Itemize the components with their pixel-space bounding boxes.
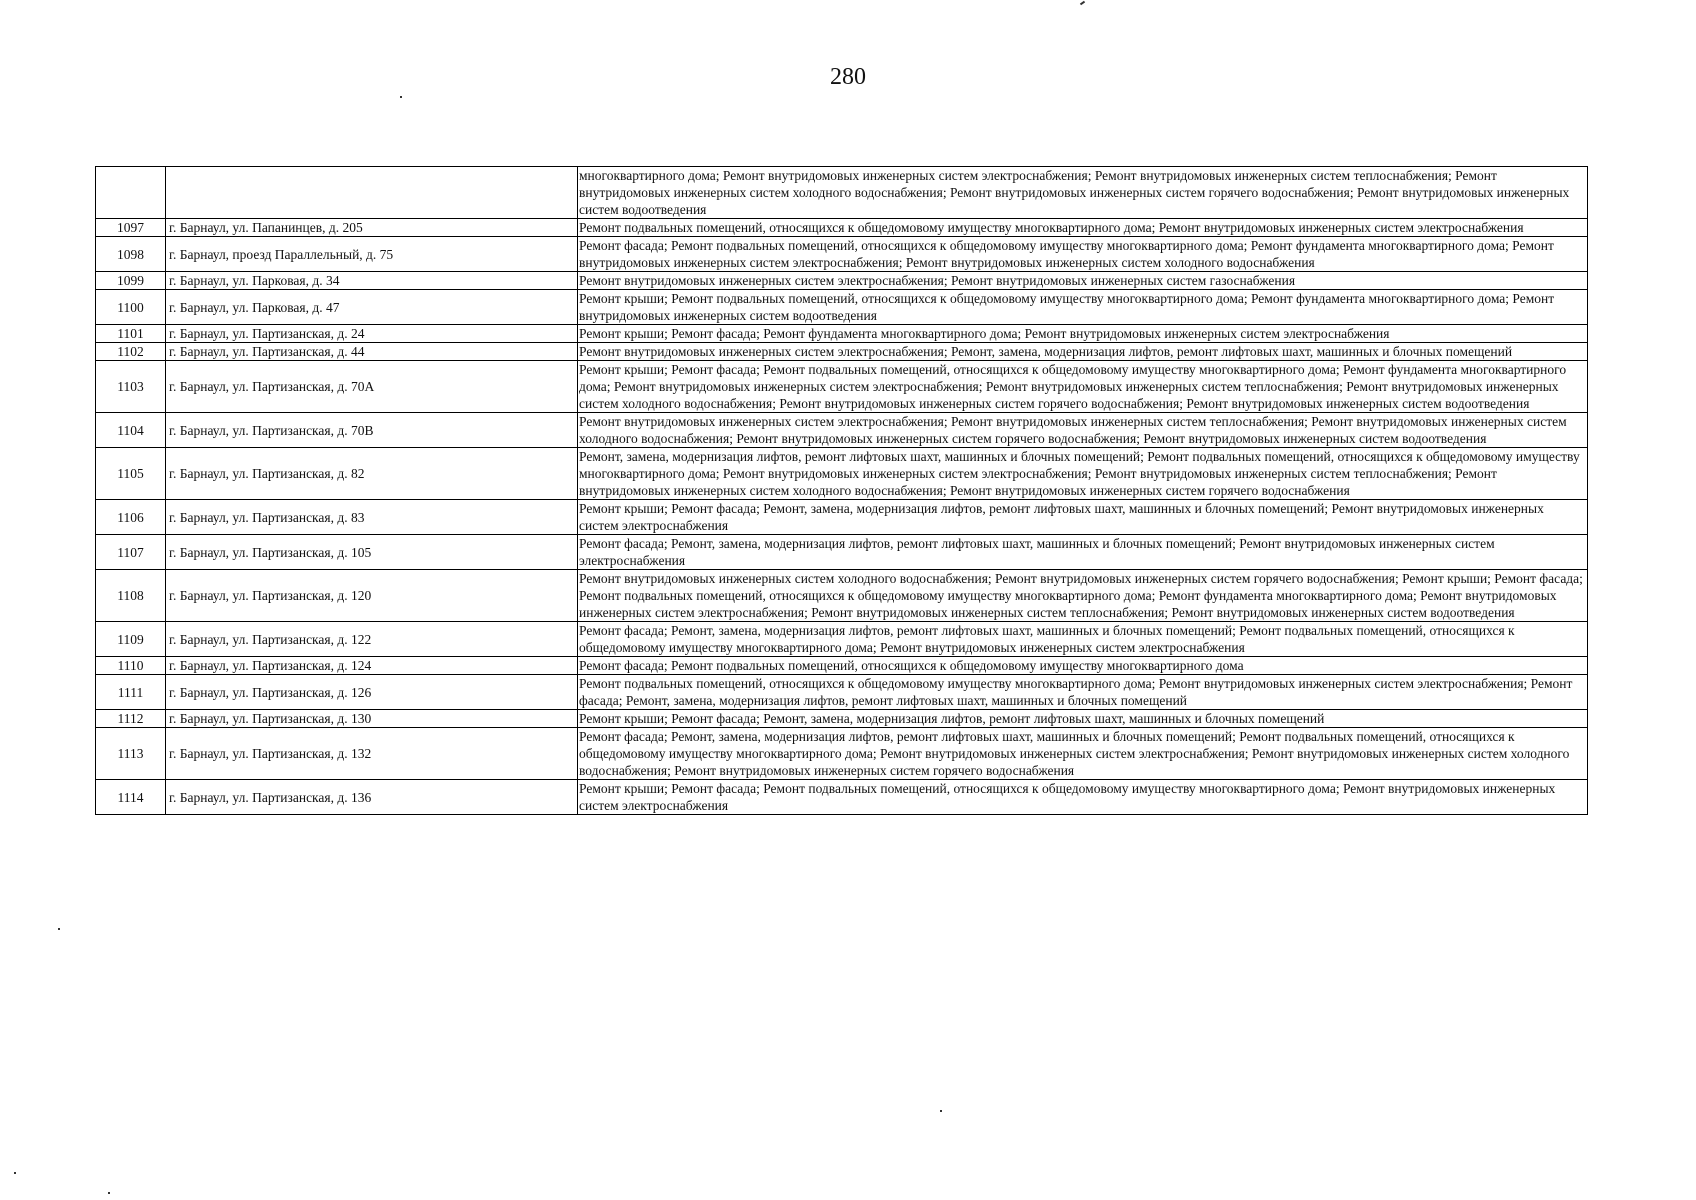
row-number: 1101	[96, 325, 166, 343]
row-address: г. Барнаул, ул. Партизанская, д. 126	[166, 675, 578, 710]
row-number: 1110	[96, 657, 166, 675]
scan-speck	[400, 96, 402, 98]
row-number: 1104	[96, 413, 166, 448]
table-row	[96, 570, 1588, 622]
row-address: г. Барнаул, ул. Парковая, д. 47	[166, 290, 578, 325]
row-number: 1107	[96, 535, 166, 570]
row-works: Ремонт фасада; Ремонт, замена, модернизация лифтов, ремонт лифтовых шахт, машинных и блочных помещений; Ремонт подвальных помещений, относящихся к общедомовому имуществу многоквартирного дома; Ремонт внутридомовых инженерных систем электроснабжения; Ремонт внутридомовых инженерных систем холодного водоснабжения; Ремонт внутридомовых инженерных систем горячего водоснабжения	[578, 728, 1588, 780]
scan-speck	[108, 1192, 110, 1194]
row-works: Ремонт подвальных помещений, относящихся к общедомовому имуществу многоквартирного дома; Ремонт внутридомовых инженерных систем электроснабжения	[578, 219, 1588, 237]
table-row	[96, 325, 1588, 343]
row-works: Ремонт крыши; Ремонт подвальных помещений, относящихся к общедомовому имуществу многоквартирного дома; Ремонт фундамента многоквартирного дома; Ремонт внутридомовых инженерных систем водоотведения	[578, 290, 1588, 325]
table-row	[96, 448, 1588, 500]
table-row	[96, 500, 1588, 535]
table-row	[96, 361, 1588, 413]
scan-speck	[14, 1172, 16, 1174]
row-works: Ремонт подвальных помещений, относящихся к общедомовому имуществу многоквартирного дома; Ремонт внутридомовых инженерных систем электроснабжения; Ремонт фасада; Ремонт, замена, модернизация лифтов, ремонт лифтовых шахт, машинных и блочных помещений	[578, 675, 1588, 710]
row-works: Ремонт крыши; Ремонт фасада; Ремонт, замена, модернизация лифтов, ремонт лифтовых шахт, машинных и блочных помещений	[578, 710, 1588, 728]
row-address: г. Барнаул, ул. Парковая, д. 34	[166, 272, 578, 290]
row-number: 1099	[96, 272, 166, 290]
row-works: Ремонт внутридомовых инженерных систем электроснабжения; Ремонт внутридомовых инженерных систем газоснабжения	[578, 272, 1588, 290]
works-table-container	[95, 166, 1587, 815]
row-address: г. Барнаул, ул. Партизанская, д. 44	[166, 343, 578, 361]
row-address	[166, 167, 578, 219]
row-address: г. Барнаул, ул. Партизанская, д. 82	[166, 448, 578, 500]
table-row	[96, 272, 1588, 290]
row-address: г. Барнаул, ул. Партизанская, д. 105	[166, 535, 578, 570]
row-address: г. Барнаул, ул. Партизанская, д. 120	[166, 570, 578, 622]
row-works: Ремонт крыши; Ремонт фасада; Ремонт, замена, модернизация лифтов, ремонт лифтовых шахт, машинных и блочных помещений; Ремонт внутридомовых инженерных систем электроснабжения	[578, 500, 1588, 535]
row-address: г. Барнаул, ул. Партизанская, д. 132	[166, 728, 578, 780]
row-address: г. Барнаул, проезд Параллельный, д. 75	[166, 237, 578, 272]
row-number: 1106	[96, 500, 166, 535]
table-row	[96, 343, 1588, 361]
row-address: г. Барнаул, ул. Партизанская, д. 70А	[166, 361, 578, 413]
row-address: г. Барнаул, ул. Партизанская, д. 24	[166, 325, 578, 343]
row-number	[96, 167, 166, 219]
row-works: Ремонт внутридомовых инженерных систем электроснабжения; Ремонт, замена, модернизация лифтов, ремонт лифтовых шахт, машинных и блочных помещений	[578, 343, 1588, 361]
row-works: Ремонт, замена, модернизация лифтов, ремонт лифтовых шахт, машинных и блочных помещений; Ремонт подвальных помещений, относящихся к общедомовому имуществу многоквартирного дома; Ремонт внутридомовых инженерных систем электроснабжения; Ремонт внутридомовых инженерных систем теплоснабжения; Ремонт внутридомовых инженерных систем холодного водоснабжения; Ремонт внутридомовых инженерных систем горячего водоснабжения	[578, 448, 1588, 500]
row-works: Ремонт фасада; Ремонт, замена, модернизация лифтов, ремонт лифтовых шахт, машинных и блочных помещений; Ремонт подвальных помещений, относящихся к общедомовому имуществу многоквартирного дома; Ремонт внутридомовых инженерных систем электроснабжения	[578, 622, 1588, 657]
row-address: г. Барнаул, ул. Партизанская, д. 136	[166, 780, 578, 815]
row-works: Ремонт внутридомовых инженерных систем электроснабжения; Ремонт внутридомовых инженерных систем теплоснабжения; Ремонт внутридомовых инженерных систем холодного водоснабжения; Ремонт внутридомовых инженерных систем горячего водоснабжения; Ремонт внутридомовых инженерных систем водоотведения	[578, 413, 1588, 448]
row-address: г. Барнаул, ул. Папанинцев, д. 205	[166, 219, 578, 237]
table-row	[96, 657, 1588, 675]
works-table-body	[96, 167, 1588, 815]
row-number: 1113	[96, 728, 166, 780]
row-number: 1111	[96, 675, 166, 710]
row-works: многоквартирного дома; Ремонт внутридомовых инженерных систем электроснабжения; Ремонт внутридомовых инженерных систем теплоснабжения; Ремонт внутридомовых инженерных систем холодного водоснабжения; Ремонт внутридомовых инженерных систем горячего водоснабжения; Ремонт внутридомовых инженерных систем водоотведения	[578, 167, 1588, 219]
row-address: г. Барнаул, ул. Партизанская, д. 130	[166, 710, 578, 728]
row-works: Ремонт внутридомовых инженерных систем холодного водоснабжения; Ремонт внутридомовых инженерных систем горячего водоснабжения; Ремонт крыши; Ремонт фасада; Ремонт подвальных помещений, относящихся к общедомовому имуществу многоквартирного дома; Ремонт фундамента многоквартирного дома; Ремонт внутридомовых инженерных систем электроснабжения; Ремонт внутридомовых инженерных систем теплоснабжения; Ремонт внутридомовых инженерных систем водоотведения	[578, 570, 1588, 622]
row-number: 1098	[96, 237, 166, 272]
row-works: Ремонт фасада; Ремонт подвальных помещений, относящихся к общедомовому имуществу многоквартирного дома; Ремонт фундамента многоквартирного дома; Ремонт внутридомовых инженерных систем электроснабжения; Ремонт внутридомовых инженерных систем холодного водоснабжения	[578, 237, 1588, 272]
row-number: 1105	[96, 448, 166, 500]
row-address: г. Барнаул, ул. Партизанская, д. 124	[166, 657, 578, 675]
row-address: г. Барнаул, ул. Партизанская, д. 70В	[166, 413, 578, 448]
row-address: г. Барнаул, ул. Партизанская, д. 83	[166, 500, 578, 535]
table-row	[96, 290, 1588, 325]
table-row	[96, 710, 1588, 728]
table-row	[96, 219, 1588, 237]
row-number: 1103	[96, 361, 166, 413]
row-number: 1108	[96, 570, 166, 622]
row-number: 1100	[96, 290, 166, 325]
row-works: Ремонт фасада; Ремонт подвальных помещений, относящихся к общедомовому имуществу многоквартирного дома	[578, 657, 1588, 675]
row-works: Ремонт крыши; Ремонт фасада; Ремонт фундамента многоквартирного дома; Ремонт внутридомовых инженерных систем электроснабжения	[578, 325, 1588, 343]
table-row	[96, 622, 1588, 657]
scan-speck	[940, 1110, 942, 1112]
table-row	[96, 675, 1588, 710]
table-row	[96, 167, 1588, 219]
table-row	[96, 535, 1588, 570]
row-works: Ремонт фасада; Ремонт, замена, модернизация лифтов, ремонт лифтовых шахт, машинных и блочных помещений; Ремонт внутридомовых инженерных систем электроснабжения	[578, 535, 1588, 570]
page-number: 280	[830, 64, 866, 90]
scan-speck	[58, 928, 60, 930]
row-number: 1097	[96, 219, 166, 237]
table-row	[96, 413, 1588, 448]
row-works: Ремонт крыши; Ремонт фасада; Ремонт подвальных помещений, относящихся к общедомовому имуществу многоквартирного дома; Ремонт фундамента многоквартирного дома; Ремонт внутридомовых инженерных систем электроснабжения; Ремонт внутридомовых инженерных систем теплоснабжения; Ремонт внутридомовых инженерных систем холодного водоснабжения; Ремонт внутридомовых инженерных систем горячего водоснабжения; Ремонт внутридомовых инженерных систем водоотведения	[578, 361, 1588, 413]
row-number: 1109	[96, 622, 166, 657]
scan-speck	[1080, 1, 1085, 6]
table-row	[96, 237, 1588, 272]
row-works: Ремонт крыши; Ремонт фасада; Ремонт подвальных помещений, относящихся к общедомовому имуществу многоквартирного дома; Ремонт внутридомовых инженерных систем электроснабжения	[578, 780, 1588, 815]
row-address: г. Барнаул, ул. Партизанская, д. 122	[166, 622, 578, 657]
row-number: 1102	[96, 343, 166, 361]
works-table	[95, 166, 1588, 815]
table-row	[96, 728, 1588, 780]
table-row	[96, 780, 1588, 815]
row-number: 1112	[96, 710, 166, 728]
row-number: 1114	[96, 780, 166, 815]
